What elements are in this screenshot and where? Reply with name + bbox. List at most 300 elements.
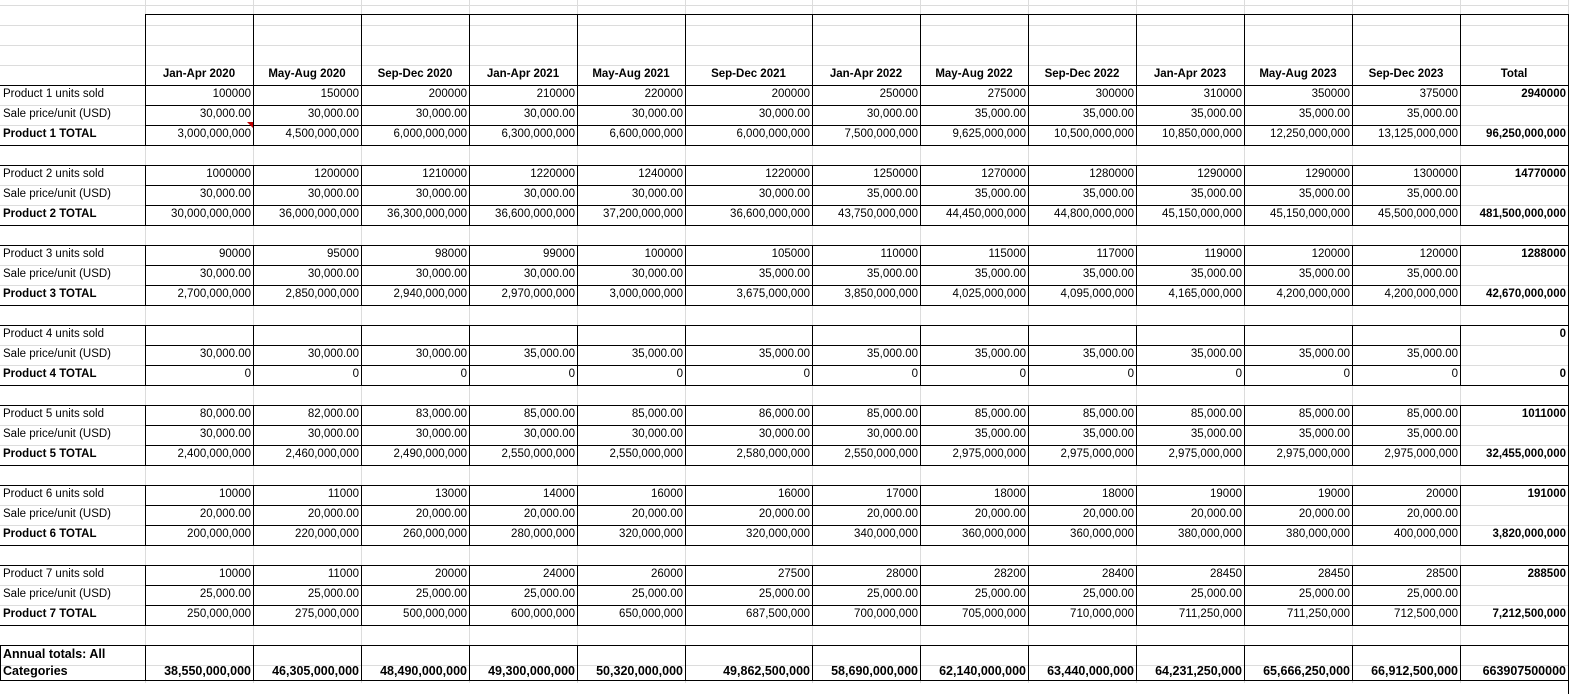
value-cell[interactable] xyxy=(361,327,469,343)
total-cell[interactable]: 288500 xyxy=(1527,568,1566,580)
value-cell[interactable]: 2,550,000,000 xyxy=(609,448,683,460)
value-cell[interactable]: 35,000.00 xyxy=(1082,268,1134,280)
value-cell[interactable]: 320,000,000 xyxy=(746,528,810,540)
value-cell[interactable]: 30,000.00 xyxy=(415,188,467,200)
value-cell[interactable]: 100000 xyxy=(644,248,683,260)
column-header[interactable]: Total xyxy=(1500,68,1528,80)
value-cell[interactable]: 80,000.00 xyxy=(199,408,251,420)
value-cell[interactable]: 35,000.00 xyxy=(758,348,810,360)
value-cell[interactable]: 35,000.00 xyxy=(974,268,1026,280)
total-cell[interactable]: 191000 xyxy=(1527,488,1566,500)
value-cell[interactable]: 2,400,000,000 xyxy=(177,448,251,460)
value-cell[interactable]: 25,000.00 xyxy=(1082,588,1134,600)
value-cell[interactable]: 85,000.00 xyxy=(1298,408,1350,420)
value-cell[interactable]: 210000 xyxy=(536,88,575,100)
total-cell[interactable]: 7,212,500,000 xyxy=(1492,608,1566,620)
value-cell[interactable]: 85,000.00 xyxy=(523,408,575,420)
value-cell[interactable]: 2,970,000,000 xyxy=(501,288,575,300)
value-cell[interactable]: 0 xyxy=(911,368,918,380)
total-cell[interactable]: 3,820,000,000 xyxy=(1492,528,1566,540)
value-cell[interactable]: 10,500,000,000 xyxy=(1054,128,1134,140)
value-cell[interactable]: 400,000,000 xyxy=(1394,528,1458,540)
value-cell[interactable]: 85,000.00 xyxy=(974,408,1026,420)
value-cell[interactable]: 220000 xyxy=(644,88,683,100)
value-cell[interactable]: 1300000 xyxy=(1413,168,1458,180)
column-header[interactable]: Jan-Apr 2021 xyxy=(486,68,560,80)
value-cell[interactable]: 120000 xyxy=(1311,248,1350,260)
column-header[interactable]: Sep-Dec 2020 xyxy=(377,68,453,80)
total-cell[interactable] xyxy=(1460,347,1568,363)
value-cell[interactable]: 6,000,000,000 xyxy=(736,128,810,140)
value-cell[interactable]: 35,000.00 xyxy=(1082,348,1134,360)
value-cell[interactable]: 117000 xyxy=(1096,248,1134,260)
value-cell[interactable]: 0 xyxy=(1127,368,1134,380)
value-cell[interactable]: 150000 xyxy=(320,88,359,100)
value-cell[interactable]: 17000 xyxy=(886,488,918,500)
total-cell[interactable] xyxy=(1460,187,1568,203)
annual-total-cell[interactable]: 49,862,500,000 xyxy=(723,664,810,678)
row-label[interactable]: Product 4 TOTAL xyxy=(3,368,97,380)
value-cell[interactable]: 11000 xyxy=(327,568,359,580)
value-cell[interactable]: 2,975,000,000 xyxy=(1384,448,1458,460)
value-cell[interactable]: 2,490,000,000 xyxy=(393,448,467,460)
value-cell[interactable] xyxy=(920,327,1028,343)
row-label[interactable]: Product 3 units sold xyxy=(3,248,105,260)
value-cell[interactable]: 712,500,000 xyxy=(1394,608,1458,620)
value-cell[interactable]: 200000 xyxy=(428,88,467,100)
value-cell[interactable]: 2,550,000,000 xyxy=(844,448,918,460)
value-cell[interactable]: 35,000.00 xyxy=(1298,108,1350,120)
value-cell[interactable]: 35,000.00 xyxy=(866,188,918,200)
value-cell[interactable]: 45,150,000,000 xyxy=(1162,208,1242,220)
row-label[interactable]: Sale price/unit (USD) xyxy=(3,108,112,120)
value-cell[interactable]: 280,000,000 xyxy=(511,528,575,540)
value-cell[interactable]: 200,000,000 xyxy=(187,528,251,540)
value-cell[interactable]: 30,000.00 xyxy=(758,108,810,120)
row-label[interactable]: Product 7 units sold xyxy=(3,568,105,580)
value-cell[interactable]: 30,000.00 xyxy=(199,108,251,120)
value-cell[interactable]: 1270000 xyxy=(981,168,1026,180)
value-cell[interactable]: 600,000,000 xyxy=(511,608,575,620)
value-cell[interactable]: 110000 xyxy=(880,248,918,260)
value-cell[interactable]: 35,000.00 xyxy=(866,348,918,360)
value-cell[interactable]: 1290000 xyxy=(1305,168,1350,180)
value-cell[interactable]: 83,000.00 xyxy=(415,408,467,420)
value-cell[interactable]: 1200000 xyxy=(314,168,359,180)
value-cell[interactable]: 30,000.00 xyxy=(415,428,467,440)
value-cell[interactable]: 85,000.00 xyxy=(631,408,683,420)
value-cell[interactable]: 25,000.00 xyxy=(307,588,359,600)
value-cell[interactable]: 44,450,000,000 xyxy=(946,208,1026,220)
value-cell[interactable]: 3,850,000,000 xyxy=(844,288,918,300)
value-cell[interactable]: 1240000 xyxy=(638,168,683,180)
value-cell[interactable]: 20,000.00 xyxy=(415,508,467,520)
value-cell[interactable]: 4,200,000,000 xyxy=(1384,288,1458,300)
value-cell[interactable]: 20,000.00 xyxy=(631,508,683,520)
value-cell[interactable]: 35,000.00 xyxy=(1082,188,1134,200)
value-cell[interactable]: 28200 xyxy=(994,568,1026,580)
total-cell[interactable]: 32,455,000,000 xyxy=(1486,448,1566,460)
row-label[interactable]: Sale price/unit (USD) xyxy=(3,268,112,280)
value-cell[interactable]: 30,000.00 xyxy=(307,108,359,120)
value-cell[interactable]: 30,000.00 xyxy=(631,188,683,200)
value-cell[interactable]: 0 xyxy=(460,368,467,380)
value-cell[interactable]: 20,000.00 xyxy=(1190,508,1242,520)
annual-total-cell[interactable]: 66,912,500,000 xyxy=(1371,664,1458,678)
value-cell[interactable]: 35,000.00 xyxy=(1298,348,1350,360)
value-cell[interactable]: 10000 xyxy=(219,488,251,500)
value-cell[interactable]: 30,000.00 xyxy=(758,428,810,440)
value-cell[interactable]: 19000 xyxy=(1318,488,1350,500)
value-cell[interactable] xyxy=(1136,327,1244,343)
annual-totals-label[interactable]: Annual totals: All xyxy=(3,647,106,661)
row-label[interactable]: Sale price/unit (USD) xyxy=(3,508,112,520)
value-cell[interactable]: 500,000,000 xyxy=(403,608,467,620)
value-cell[interactable]: 2,975,000,000 xyxy=(1168,448,1242,460)
value-cell[interactable] xyxy=(469,327,577,343)
annual-total-cell[interactable]: 49,300,000,000 xyxy=(488,664,575,678)
value-cell[interactable]: 35,000.00 xyxy=(1082,108,1134,120)
row-label[interactable]: Product 6 TOTAL xyxy=(3,528,97,540)
value-cell[interactable]: 13000 xyxy=(435,488,467,500)
total-cell[interactable]: 42,670,000,000 xyxy=(1486,288,1566,300)
value-cell[interactable]: 0 xyxy=(352,368,359,380)
value-cell[interactable]: 35,000.00 xyxy=(1298,428,1350,440)
value-cell[interactable]: 25,000.00 xyxy=(199,588,251,600)
column-header[interactable]: May-Aug 2023 xyxy=(1259,68,1337,80)
value-cell[interactable]: 95000 xyxy=(327,248,359,260)
value-cell[interactable]: 7,500,000,000 xyxy=(844,128,918,140)
value-cell[interactable] xyxy=(253,327,361,343)
value-cell[interactable]: 0 xyxy=(568,368,575,380)
value-cell[interactable]: 35,000.00 xyxy=(523,348,575,360)
value-cell[interactable]: 28500 xyxy=(1426,568,1458,580)
value-cell[interactable]: 310000 xyxy=(1203,88,1242,100)
value-cell[interactable]: 30,000.00 xyxy=(199,188,251,200)
value-cell[interactable]: 3,000,000,000 xyxy=(609,288,683,300)
value-cell[interactable]: 20,000.00 xyxy=(307,508,359,520)
total-cell[interactable]: 14770000 xyxy=(1514,168,1566,180)
value-cell[interactable]: 25,000.00 xyxy=(1190,588,1242,600)
value-cell[interactable]: 20,000.00 xyxy=(1406,508,1458,520)
value-cell[interactable]: 4,500,000,000 xyxy=(285,128,359,140)
value-cell[interactable]: 30,000.00 xyxy=(523,188,575,200)
value-cell[interactable]: 20,000.00 xyxy=(199,508,251,520)
value-cell[interactable]: 2,550,000,000 xyxy=(501,448,575,460)
value-cell[interactable]: 85,000.00 xyxy=(1406,408,1458,420)
value-cell[interactable]: 35,000.00 xyxy=(1190,268,1242,280)
total-cell[interactable]: 0 xyxy=(1559,328,1566,340)
value-cell[interactable]: 44,800,000,000 xyxy=(1054,208,1134,220)
value-cell[interactable]: 4,165,000,000 xyxy=(1168,288,1242,300)
row-label[interactable]: Product 7 TOTAL xyxy=(3,608,97,620)
value-cell[interactable]: 6,000,000,000 xyxy=(393,128,467,140)
value-cell[interactable]: 1000000 xyxy=(206,168,251,180)
value-cell[interactable]: 25,000.00 xyxy=(758,588,810,600)
value-cell[interactable]: 19000 xyxy=(1210,488,1242,500)
value-cell[interactable]: 11000 xyxy=(327,488,359,500)
row-label[interactable]: Product 5 units sold xyxy=(3,408,105,420)
value-cell[interactable]: 30,000.00 xyxy=(199,348,251,360)
value-cell[interactable]: 200000 xyxy=(771,88,810,100)
value-cell[interactable]: 28000 xyxy=(886,568,918,580)
value-cell[interactable]: 36,000,000,000 xyxy=(279,208,359,220)
row-label[interactable]: Product 1 TOTAL xyxy=(3,128,97,140)
value-cell[interactable]: 13,125,000,000 xyxy=(1378,128,1458,140)
row-label[interactable]: Product 4 units sold xyxy=(3,328,105,340)
value-cell[interactable]: 35,000.00 xyxy=(974,188,1026,200)
value-cell[interactable]: 30,000.00 xyxy=(307,268,359,280)
value-cell[interactable]: 0 xyxy=(1343,368,1350,380)
value-cell[interactable]: 275,000,000 xyxy=(295,608,359,620)
value-cell[interactable]: 711,250,000 xyxy=(1286,608,1350,620)
value-cell[interactable]: 30,000.00 xyxy=(523,108,575,120)
value-cell[interactable]: 85,000.00 xyxy=(1190,408,1242,420)
value-cell[interactable]: 30,000.00 xyxy=(523,428,575,440)
row-label[interactable]: Sale price/unit (USD) xyxy=(3,428,112,440)
value-cell[interactable] xyxy=(1028,327,1136,343)
annual-total-cell[interactable]: 58,690,000,000 xyxy=(831,664,918,678)
total-cell[interactable] xyxy=(1460,267,1568,283)
value-cell[interactable]: 35,000.00 xyxy=(1190,428,1242,440)
value-cell[interactable] xyxy=(145,327,253,343)
value-cell[interactable]: 2,580,000,000 xyxy=(736,448,810,460)
value-cell[interactable]: 20,000.00 xyxy=(1082,508,1134,520)
value-cell[interactable]: 36,300,000,000 xyxy=(387,208,467,220)
total-cell[interactable]: 2940000 xyxy=(1521,88,1566,100)
value-cell[interactable]: 1250000 xyxy=(873,168,918,180)
value-cell[interactable]: 4,095,000,000 xyxy=(1060,288,1134,300)
value-cell[interactable]: 25,000.00 xyxy=(631,588,683,600)
value-cell[interactable]: 99000 xyxy=(543,248,575,260)
value-cell[interactable]: 100000 xyxy=(212,88,251,100)
annual-total-cell[interactable]: 63,440,000,000 xyxy=(1047,664,1134,678)
value-cell[interactable]: 705,000,000 xyxy=(962,608,1026,620)
row-label[interactable]: Product 2 units sold xyxy=(3,168,105,180)
value-cell[interactable]: 1210000 xyxy=(422,168,467,180)
value-cell[interactable]: 30,000.00 xyxy=(199,268,251,280)
value-cell[interactable]: 0 xyxy=(244,368,251,380)
total-cell[interactable] xyxy=(1460,507,1568,523)
value-cell[interactable]: 2,975,000,000 xyxy=(952,448,1026,460)
value-cell[interactable]: 35,000.00 xyxy=(974,348,1026,360)
value-cell[interactable]: 30,000.00 xyxy=(307,428,359,440)
value-cell[interactable]: 350000 xyxy=(1311,88,1350,100)
column-header[interactable]: Jan-Apr 2023 xyxy=(1153,68,1227,80)
value-cell[interactable]: 30,000.00 xyxy=(758,188,810,200)
value-cell[interactable]: 710,000,000 xyxy=(1070,608,1134,620)
value-cell[interactable]: 28400 xyxy=(1102,568,1134,580)
value-cell[interactable]: 45,500,000,000 xyxy=(1378,208,1458,220)
value-cell[interactable]: 43,750,000,000 xyxy=(838,208,918,220)
value-cell[interactable]: 12,250,000,000 xyxy=(1270,128,1350,140)
value-cell[interactable]: 82,000.00 xyxy=(307,408,359,420)
value-cell[interactable]: 45,150,000,000 xyxy=(1270,208,1350,220)
value-cell[interactable]: 30,000,000,000 xyxy=(171,208,251,220)
total-cell[interactable]: 96,250,000,000 xyxy=(1486,128,1566,140)
value-cell[interactable]: 2,700,000,000 xyxy=(177,288,251,300)
value-cell[interactable]: 300000 xyxy=(1095,88,1134,100)
value-cell[interactable]: 220,000,000 xyxy=(295,528,359,540)
value-cell[interactable]: 14000 xyxy=(543,488,575,500)
row-label[interactable]: Product 1 units sold xyxy=(3,88,105,100)
value-cell[interactable]: 28450 xyxy=(1318,568,1350,580)
value-cell[interactable]: 2,850,000,000 xyxy=(285,288,359,300)
value-cell[interactable]: 2,975,000,000 xyxy=(1060,448,1134,460)
value-cell[interactable]: 20,000.00 xyxy=(866,508,918,520)
value-cell[interactable]: 35,000.00 xyxy=(974,428,1026,440)
annual-total-cell[interactable]: 46,305,000,000 xyxy=(272,664,359,678)
value-cell[interactable]: 4,025,000,000 xyxy=(952,288,1026,300)
value-cell[interactable]: 250,000,000 xyxy=(187,608,251,620)
value-cell[interactable]: 115000 xyxy=(988,248,1026,260)
value-cell[interactable]: 30,000.00 xyxy=(415,348,467,360)
value-cell[interactable]: 360,000,000 xyxy=(962,528,1026,540)
row-label[interactable]: Sale price/unit (USD) xyxy=(3,188,112,200)
value-cell[interactable]: 16000 xyxy=(651,488,683,500)
value-cell[interactable]: 35,000.00 xyxy=(1082,428,1134,440)
value-cell[interactable]: 375000 xyxy=(1419,88,1458,100)
value-cell[interactable]: 30,000.00 xyxy=(631,428,683,440)
total-cell[interactable] xyxy=(1460,587,1568,603)
value-cell[interactable]: 1220000 xyxy=(765,168,810,180)
value-cell[interactable]: 35,000.00 xyxy=(1298,188,1350,200)
value-cell[interactable]: 35,000.00 xyxy=(1406,188,1458,200)
column-header[interactable]: Jan-Apr 2022 xyxy=(829,68,903,80)
value-cell[interactable]: 35,000.00 xyxy=(631,348,683,360)
value-cell[interactable]: 25,000.00 xyxy=(415,588,467,600)
value-cell[interactable]: 1290000 xyxy=(1197,168,1242,180)
value-cell[interactable]: 27500 xyxy=(778,568,810,580)
row-label[interactable]: Sale price/unit (USD) xyxy=(3,348,112,360)
row-label[interactable]: Product 3 TOTAL xyxy=(3,288,97,300)
value-cell[interactable]: 6,600,000,000 xyxy=(609,128,683,140)
value-cell[interactable]: 35,000.00 xyxy=(866,268,918,280)
value-cell[interactable]: 20,000.00 xyxy=(523,508,575,520)
value-cell[interactable]: 30,000.00 xyxy=(631,108,683,120)
value-cell[interactable]: 35,000.00 xyxy=(1406,108,1458,120)
value-cell[interactable]: 360,000,000 xyxy=(1070,528,1134,540)
annual-total-cell[interactable]: 38,550,000,000 xyxy=(164,664,251,678)
value-cell[interactable]: 18000 xyxy=(1102,488,1134,500)
value-cell[interactable]: 24000 xyxy=(543,568,575,580)
value-cell[interactable]: 3,675,000,000 xyxy=(736,288,810,300)
total-cell[interactable] xyxy=(1460,107,1568,123)
annual-total-cell[interactable]: 48,490,000,000 xyxy=(380,664,467,678)
value-cell[interactable]: 320,000,000 xyxy=(619,528,683,540)
total-cell[interactable]: 481,500,000,000 xyxy=(1479,208,1566,220)
value-cell[interactable]: 25,000.00 xyxy=(974,588,1026,600)
row-label[interactable]: Sale price/unit (USD) xyxy=(3,588,112,600)
column-header[interactable]: May-Aug 2020 xyxy=(268,68,346,80)
row-label[interactable]: Product 2 TOTAL xyxy=(3,208,97,220)
value-cell[interactable]: 2,940,000,000 xyxy=(393,288,467,300)
column-header[interactable]: Sep-Dec 2021 xyxy=(711,68,786,80)
value-cell[interactable]: 35,000.00 xyxy=(1190,348,1242,360)
value-cell[interactable]: 30,000.00 xyxy=(523,268,575,280)
row-label[interactable]: Product 5 TOTAL xyxy=(3,448,97,460)
value-cell[interactable]: 30,000.00 xyxy=(415,268,467,280)
value-cell[interactable]: 20000 xyxy=(435,568,467,580)
value-cell[interactable]: 37,200,000,000 xyxy=(603,208,683,220)
value-cell[interactable]: 340,000,000 xyxy=(854,528,918,540)
value-cell[interactable]: 20,000.00 xyxy=(974,508,1026,520)
value-cell[interactable]: 98000 xyxy=(435,248,467,260)
value-cell[interactable] xyxy=(812,327,920,343)
value-cell[interactable]: 119000 xyxy=(1204,248,1242,260)
value-cell[interactable]: 35,000.00 xyxy=(1406,348,1458,360)
row-label[interactable]: Product 6 units sold xyxy=(3,488,105,500)
value-cell[interactable]: 35,000.00 xyxy=(1190,188,1242,200)
value-cell[interactable]: 275000 xyxy=(987,88,1026,100)
value-cell[interactable]: 28450 xyxy=(1210,568,1242,580)
value-cell[interactable]: 6,300,000,000 xyxy=(501,128,575,140)
value-cell[interactable]: 687,500,000 xyxy=(746,608,810,620)
value-cell[interactable]: 0 xyxy=(1451,368,1458,380)
value-cell[interactable]: 25,000.00 xyxy=(1298,588,1350,600)
value-cell[interactable]: 25,000.00 xyxy=(523,588,575,600)
value-cell[interactable] xyxy=(577,327,685,343)
value-cell[interactable]: 86,000.00 xyxy=(758,408,810,420)
value-cell[interactable]: 30,000.00 xyxy=(415,108,467,120)
total-cell[interactable] xyxy=(1460,427,1568,443)
annual-total-cell[interactable]: 50,320,000,000 xyxy=(596,664,683,678)
value-cell[interactable]: 260,000,000 xyxy=(403,528,467,540)
value-cell[interactable]: 90000 xyxy=(219,248,251,260)
value-cell[interactable]: 0 xyxy=(676,368,683,380)
value-cell[interactable]: 380,000,000 xyxy=(1286,528,1350,540)
annual-total-cell[interactable]: 65,666,250,000 xyxy=(1263,664,1350,678)
column-header[interactable]: Jan-Apr 2020 xyxy=(162,68,236,80)
value-cell[interactable]: 36,600,000,000 xyxy=(730,208,810,220)
column-header[interactable]: May-Aug 2021 xyxy=(592,68,670,80)
value-cell[interactable]: 3,000,000,000 xyxy=(177,128,251,140)
value-cell[interactable]: 35,000.00 xyxy=(1406,268,1458,280)
value-cell[interactable]: 35,000.00 xyxy=(1406,428,1458,440)
value-cell[interactable]: 9,625,000,000 xyxy=(952,128,1026,140)
value-cell[interactable]: 0 xyxy=(1235,368,1242,380)
value-cell[interactable]: 1280000 xyxy=(1089,168,1134,180)
total-cell[interactable]: 1288000 xyxy=(1521,248,1566,260)
value-cell[interactable]: 0 xyxy=(1019,368,1026,380)
value-cell[interactable]: 36,600,000,000 xyxy=(495,208,575,220)
value-cell[interactable]: 30,000.00 xyxy=(866,108,918,120)
column-header[interactable]: Sep-Dec 2023 xyxy=(1368,68,1444,80)
value-cell[interactable]: 2,460,000,000 xyxy=(285,448,359,460)
value-cell[interactable]: 30,000.00 xyxy=(307,348,359,360)
annual-total-cell[interactable]: 64,231,250,000 xyxy=(1155,664,1242,678)
value-cell[interactable]: 105000 xyxy=(771,248,810,260)
value-cell[interactable] xyxy=(685,327,812,343)
total-cell[interactable]: 0 xyxy=(1559,368,1566,380)
value-cell[interactable]: 35,000.00 xyxy=(1190,108,1242,120)
value-cell[interactable]: 25,000.00 xyxy=(1406,588,1458,600)
annual-totals-label[interactable]: Categories xyxy=(3,664,68,678)
value-cell[interactable]: 35,000.00 xyxy=(974,108,1026,120)
value-cell[interactable]: 16000 xyxy=(778,488,810,500)
value-cell[interactable]: 700,000,000 xyxy=(854,608,918,620)
value-cell[interactable]: 30,000.00 xyxy=(631,268,683,280)
value-cell[interactable]: 35,000.00 xyxy=(1298,268,1350,280)
value-cell[interactable]: 1220000 xyxy=(530,168,575,180)
value-cell[interactable]: 10000 xyxy=(219,568,251,580)
value-cell[interactable]: 4,200,000,000 xyxy=(1276,288,1350,300)
value-cell[interactable]: 30,000.00 xyxy=(307,188,359,200)
value-cell[interactable]: 10,850,000,000 xyxy=(1162,128,1242,140)
value-cell[interactable]: 250000 xyxy=(879,88,918,100)
value-cell[interactable]: 650,000,000 xyxy=(619,608,683,620)
value-cell[interactable]: 18000 xyxy=(994,488,1026,500)
